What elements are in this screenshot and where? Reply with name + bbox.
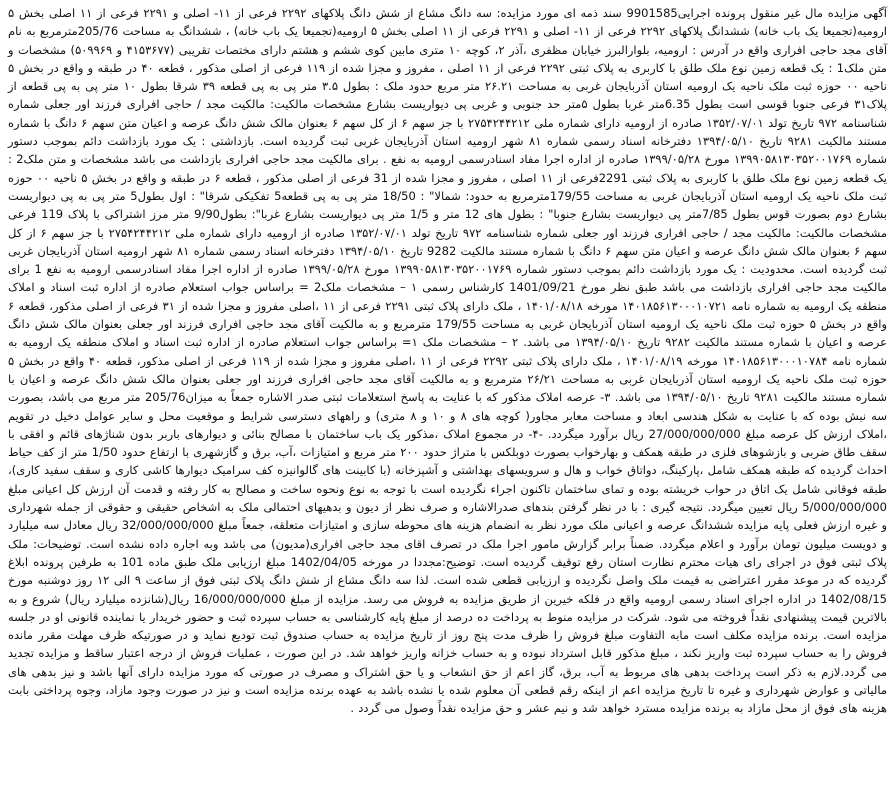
auction-notice-text: آگهی مزایده مال غیر منقول پرونده اجرایی9901585 سند ذمه ای مورد مزایده: سه دانگ مشاع از شش دانگ پلاکهای ۲۲۹۲ فرعی از ۱۱- اصلی و ۲۲۹۱ فرعی از ۱۱ اصلی بخش ۵ ارومیه(تجمیعا یک باب خانه) ششدانگ پلاکهای ۲۲۹۲ فرعی از ۱۱- اصلی و ۲۲۹۱ فرعی از ۱۱ اصلی بخش ۵ ارومیه(تجمیعا یک باب خانه) ، ششدانگ به مساحت 205/76مترمربع به نام آقای مجد حاجی افراری واقع در آدرس : ارومیه، بلوارالبرز خیابان مظفری ،آذر ۲، کوچه ۱۰ متری مابین کوی ششم و هشتم دارای مختصات تقریبی (۴۱۵۳۶۷۷ و ۵۰۹۹۶۹) مشخصات و متن ملک1 : یک قطعه زمین نوع ملک طلق با کاربری به پلاک ثبتی ۲۲۹۲ فرعی از ۱۱ اصلی ، مفروز و مجزا شده از ۱۱۹ فرعی از اصلی مذکور ، قطعه ۴۰ در طبقه و واقع در بخش ۵ ناحیه ۰۰ حوزه ثبت ملک ناحیه یک ارومیه استان آذربایجان غربی به مساحت ۲۶.۲۱ متر مربع حدود ملک : بطول ۳.۵ متر پی به پی قطعه ۳۹ شرقا بطول ۱۰ متر پی به پی قطعه از پلاک۳۱ فرعی جنوبا قوسی است بطول 6.35متر غربا بطول ۵متر حد جنوبی و غربی پی دیواریست بشارع مشخصات مالکیت: مالکیت مجد / حاجی افراری فرزند اور جعلی شماره شناسنامه ۹۷۲ تاریخ تولد ۱۳۵۲/۰۷/۰۱ صادره از ارومیه دارای شماره ملی ۲۷۵۴۲۴۴۲۱۲ با جز سهم ۶ از کل سهم ۶ بعنوان مالک شش دانگ عرصه و اعیان متن سهم ۶ دانگ با شماره مستند مالکیت ۹۲۸۱ تاریخ ۱۳۹۴/۰۵/۱۰ دفترخانه اسناد رسمی شماره ۸۱ شهر ارومیه استان آذربایجان غربی ثبت گردیده است. بازداشتی : یک مورد بازداشت دائم بموجب دستور شماره ۱۳۹۹۰۵۸۱۳۰۳۵۲۰۰۱۷۶۹ مورخ ۱۳۹۹/۰۵/۲۸ صادره از اداره اجرا مفاد اسنادرسمی ارومیه به نفع . برای مالکیت مجد حاجی افراری بازداشت می باشد مشخصات و متن ملک2 : یک قطعه زمین نوع ملک طلق با کاربری به پلاک ثبتی 2291فرعی از ۱۱ اصلی ، مفروز و مجزا شده از 31 فرعی از اصلی مذکور ، قطعه ۶ در طبقه و واقع در بخش ۵ ناحیه ۰۰ حوزه ثبت ملک ناحیه یک ارومیه استان آذربایجان غربی به مساحت 179/55مترمربع به حدود: شمالا" : 18/50 متر پی به پی قطعه5 تفکیکی شرقا" : اول بطول5 متر پی به پی دیواریست بشارع دوم بصورت قوس بطول 7/85متر پی دیواریست بشارع جنوبا" : بطول های 12 متر و 1/5 متر پی دیواریست بشارع غربا": بطول9/90 متر مرز اشتراکی با پلاک 119 فرعی مشخصات مالکیت: مالکیت مجد / حاجی افراری فرزند اور جعلی شماره شناسنامه ۹۷۲ تاریخ تولد ۱۳۵۲/۰۷/۰۱ صادره از ارومیه دارای شماره ملی ۲۷۵۴۲۴۴۲۱۲ با جز سهم ۶ از کل سهم ۶ بعنوان مالک شش دانگ عرصه و اعیان متن سهم ۶ دانگ با شماره مستند مالکیت 9282 تاریخ ۱۳۹۴/۰۵/۱۰ دفترخانه اسناد رسمی شماره ۸۱ شهر ارومیه استان آذربایجان غربی ثبت گردیده است. محدودیت : یک مورد بازداشت دائم بموجب دستور شماره ۱۳۹۹۰۵۸۱۳۰۳۵۲۰۰۱۷۶۹ مورخ ۱۳۹۹/۰۵/۲۸ صادره از اداره اجرا مفاد اسنادرسمی ارومیه به نفع 1 برای مالکیت مجد حاجی افراری بازداشت می باشد طبق نظر مورخ 1401/09/21 کارشناس رسمی ۱ – مشخصات ملک2 = براساس جواب استعلام صادره از اداره ثبت اسناد و املاک منطقه یک ارومیه به شماره نامه ۱۴۰۱۸۵۶۱۳۰۰۰۱۰۷۲۱ مورخه ۱۴۰۱/۰۸/۱۸ ، ملک دارای پلاک ثبتی ۲۲۹۱ فرعی از ۱۱ ،اصلی مفروز و مجزا شده از ۳۱ فرعی از اصلی مذکور، قطعه ۶ واقع در بخش ۵ حوزه ثبت ملک ناحیه یک ارومیه استان آذربایجان غربی به مساحت 179/55 مترمربع و به مالکیت آقای مجد حاجی افراری فرزند اور جعلی بعنوان مالک شش دانگ عرصه و اعیان با شماره مستند مالکیت ۹۲۸۲ تاریخ ۱۳۹۴/۰۵/۱۰ می باشد. ۲ – مشخصات ملک ۱= براساس جواب استعلام صادره از اداره ثبت اسناد و املاک منطقه یک ارومیه به شماره نامه ۱۴۰۱۸۵۶۱۳۰۰۰۱۰۷۸۴ مورخه ۱۴۰۱/۰۸/۱۹ ، ملک دارای پلاک ثبتی ۲۲۹۲ فرعی از ۱۱ ،اصلی مفروز و مجزا شده از ۱۱۹ فرعی از اصلی مذکور، قطعه ۴۰ واقع در بخش ۵ حوزه ثبت ملک ناحیه یک ارومیه استان آذربایجان غربی به مساحت ۲۶/۲۱ مترمربع و به مالکیت آقای مجد حاجی افراری فرزند اور جعلی بعنوان مالک شش دانگ عرصه و اعیان با شماره مستند مالکیت ۹۲۸۱ تاریخ ۱۳۹۴/۰۵/۱۰ می باشد. ۳- عرصه املاک مذکور که با عنایت به پاسخ استعلامات ثبتی صدر الاشاره جمعاً به میزان205/76 متر مربع می باشد، بصورت سه نبش بوده که با عنایت به شکل هندسی ابعاد و مساحت معابر مجاور( کوچه های ۸ و ۱۰ و ۸ متری) و راههای دسترسی شرایط و موقعیت محل و سایر عوامل دخیل در تقویم ،املاک ارزش کل عرصه مبلغ 27/000/000/000 ریال برآورد میگردد. -۴- در مجموع املاک ،مذکور یک باب ساختمان با مصالح بنائی و دیوارهای باربر بدون شناژهای قائم و افقی با سقف طاق ضربی و بازشوهای فلزی در طبقه همکف و بهارخواب بصورت دوبلکس با متراژ حدود ۲۰۰ متر مربع و امتیازات ،آب، برق و گازشهری با ارتفاع حدود 1/50 متر از کف حیاط احداث گردیده که طبقه همکف شامل ،پارکینگ، دواتاق خواب و هال و سرویسهای بهداشتی و آشپزخانه (با کابینت های گالوانیزه کف سرامیک دیوارها کاشی کاری و سقف سفید کاری)، طبقه فوقانی شامل یک اتاق در حواب خریشته بوده و تمای ساختمان تاکنون اجراء نگردیده است با توجه به نوع ونحوه ساخت و مصالح به کار رفته و قدمت آن ارزش کل اعیانی مبلغ 5/000/000/000 ریال تعیین میگردد. نتیجه گیری : با در نظر گرفتن بندهای صدرالاشاره و صرف نظر از دیون و بدهیهای احتمالی ملک به اشخاص حقیقی و حقوقی از جمله شهرداری و غیره ارزش فعلی پایه مزایده ششدانگ عرصه و اعیانی ملک مورد نظر به انضمام هزینه های محوطه سازی و امتیازات متعلقه، جمعاً مبلغ 32/000/000/000 ریال معادل سه میلیارد و دویست میلیون تومان برآورد و اعلام میگردد. ضمناً برابر گزارش مامور اجرا ملک در تصرف اقای مجد حاجی افراری(مدیون) می باشد وبه اجاره داده نشده است. توضیحات: ملک پلاک ثبتی فوق در اجرای رای هیات محترم نظارت استان رفع توقیف گردیده است. توضیح:مجددا در مورخه 1402/04/05 مبلغ ارزیابی ملک طبق ماده 101 به طرفین پرونده ابلاغ گردیده که در موعد مقرر اعتراضی به قیمت ملک واصل نگردیده و ارزیابی قطعی شده است. لذا سه دانگ مشاع از شش دانگ پلاک ثبتی فوق از ساعت ۹ الی ۱۲ روز دوشنبه مورخ 1402/08/15 در اداره اجرای اسناد رسمی ارومیه واقع در فلکه خیرین از طریق مزایده به فروش می رسد. مزایده از مبلغ 16/000/000/000 ریال(شانزده میلیارد ریال) شروع و به بالاترین قیمت پیشنهادی نقداً فروخته می شود. شرکت در مزایده منوط به پرداخت ده درصد از مبلغ پایه کارشناسی به حساب سپرده ثبت و حضور خریدار یا نماینده قانونی او در جلسه مزایده است. برنده مزایده مکلف است مابه التفاوت مبلغ فروش را ظرف مدت پنج روز از تاریخ مزایده به حساب صندوق ثبت تودیع نماید و در صورتیکه ظرف مهلت مقرر مانده فروش را به حساب سپرده ثبت واریز نکند ، مبلغ مذکور قابل استرداد نبوده و به حساب خزانه واریز خواهد شد. در این صورت ، عملیات فروش از درجه اعتبار ساقط و مزایده تجدید می گردد.لازم به ذکر است پرداخت بدهی های مربوط به آب، برق، گاز اعم از حق انشعاب و یا حق اشتراک و مصرف در صورتی که مورد مزایده دارای آنها باشد و نیز بدهی های مالیاتی و عوارض شهرداری و غیره تا تاریخ مزایده اعم از اینکه رقم قطعی آن معلوم شده یا نشده باشد به عهده برنده مزایده است و نیز در صورت وجود مازاد، وجوه پرداختی بابت هزینه های فوق از محل مازاد به برنده مزایده مسترد خواهد شد و نیم عشر و حق مزایده نقداً وصول می گردد . <box>8 6 888 716</box>
